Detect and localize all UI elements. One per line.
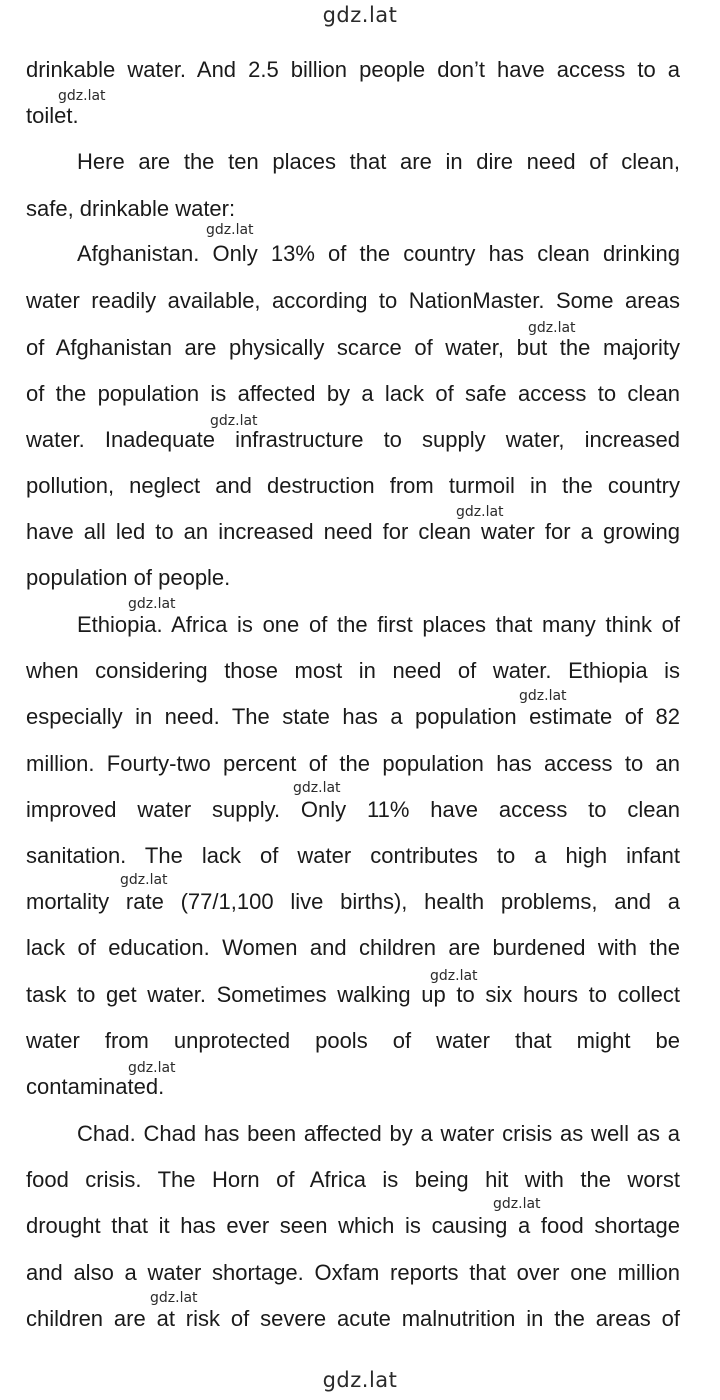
text-line: water readily available, according to NationMaster. Some areas [26, 288, 680, 313]
text-line: task to get water. Sometimes walking up to six hours to collect [26, 982, 680, 1007]
text-line: have all led to an increased need for clean water for a growing [26, 519, 680, 544]
text-line: contaminated. [26, 1074, 165, 1099]
watermark: gdz.lat [128, 596, 176, 612]
text-line: drinkable water. And 2.5 billion people don’t have access to a [26, 57, 680, 82]
text-line: toilet. [26, 103, 79, 128]
text-line: water. Inadequate infrastructure to supply water, increased [26, 427, 680, 452]
watermark: gdz.lat [519, 688, 567, 704]
text-line: especially in need. The state has a population estimate of 82 [26, 704, 680, 729]
header-watermark: gdz.lat [322, 3, 398, 27]
watermark: gdz.lat [210, 413, 258, 429]
text-line: mortality rate (77/1,100 live births), health problems, and a [26, 889, 680, 914]
watermark: gdz.lat [493, 1196, 541, 1212]
text-line: food crisis. The Horn of Africa is being hit with the worst [26, 1167, 680, 1192]
text-line: population of people. [26, 565, 231, 590]
watermark: gdz.lat [528, 320, 576, 336]
text-line: and also a water shortage. Oxfam reports that over one million [26, 1260, 680, 1285]
watermark: gdz.lat [120, 872, 168, 888]
text-line: safe, drinkable water: [26, 196, 236, 221]
text-line: sanitation. The lack of water contributes to a high infant [26, 843, 680, 868]
text-line: improved water supply. Only 11% have access to clean [26, 797, 680, 822]
text-line: of the population is affected by a lack of safe access to clean [26, 381, 680, 406]
text-line: Ethiopia. Africa is one of the first places that many think of [77, 612, 680, 637]
text-line: of Afghanistan are physically scarce of water, but the majority [26, 335, 680, 360]
watermark: gdz.lat [206, 222, 254, 238]
footer-watermark: gdz.lat [322, 1368, 398, 1392]
watermark: gdz.lat [456, 504, 504, 520]
text-line: lack of education. Women and children are burdened with the [26, 935, 680, 960]
text-line: pollution, neglect and destruction from turmoil in the country [26, 473, 680, 498]
text-line: Afghanistan. Only 13% of the country has clean drinking [77, 241, 680, 266]
text-line: Chad. Chad has been affected by a water crisis as well as a [77, 1121, 680, 1146]
text-line: Here are the ten places that are in dire need of clean, [77, 149, 680, 174]
watermark: gdz.lat [58, 88, 106, 104]
watermark: gdz.lat [430, 968, 478, 984]
text-line: drought that it has ever seen which is causing a food shortage [26, 1213, 680, 1238]
text-line: million. Fourty-two percent of the population has access to an [26, 751, 680, 776]
watermark: gdz.lat [128, 1060, 176, 1076]
text-line: when considering those most in need of water. Ethiopia is [26, 658, 680, 683]
text-line: children are at risk of severe acute malnutrition in the areas of [26, 1306, 680, 1331]
watermark: gdz.lat [293, 780, 341, 796]
text-line: water from unprotected pools of water that might be [26, 1028, 680, 1053]
watermark: gdz.lat [150, 1290, 198, 1306]
